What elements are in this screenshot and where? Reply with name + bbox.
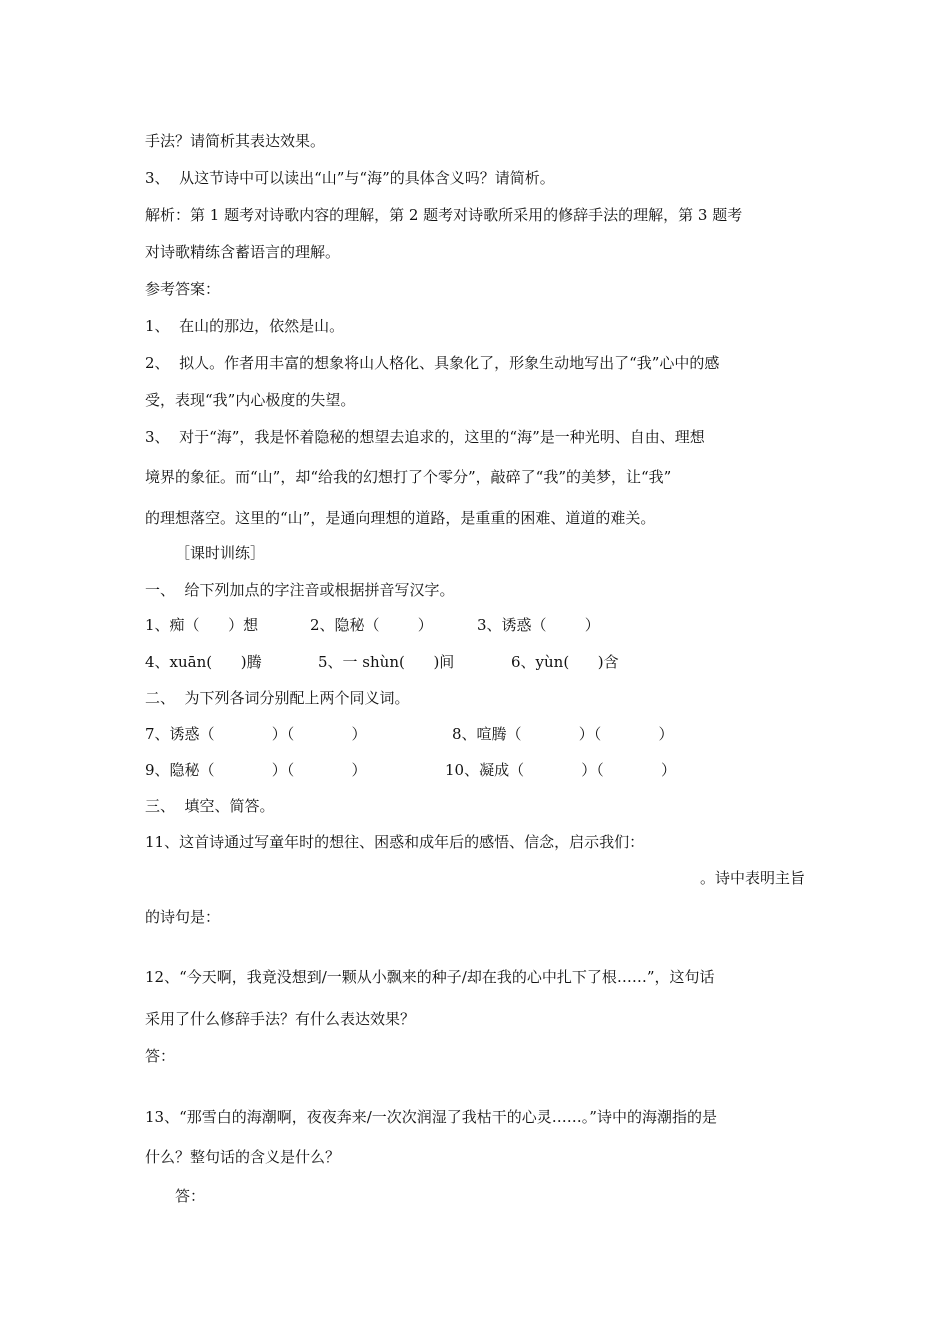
question-line: 什么？整句话的含义是什么？ xyxy=(145,1148,341,1166)
question-line: 。诗中表明主旨 xyxy=(699,869,805,887)
analysis-line: 解析：第 1 题考对诗歌内容的理解，第 2 题考对诗歌所采用的修辞手法的理解，第 3 题考 xyxy=(145,206,743,224)
exercise-item: 4、xuān( )腾 xyxy=(145,653,262,671)
text-line: 3、 从这节诗中可以读出“山”与“海”的具体含义吗？请简析。 xyxy=(145,169,555,187)
section-title: 一、 给下列加点的字注音或根据拼音写汉字。 xyxy=(145,581,455,599)
exercise-row xyxy=(145,724,805,744)
exercise-item: 8、喧腾（ ）（ ） xyxy=(452,725,674,743)
answer-line: 的理想落空。这里的“山”，是通向理想的道路，是重重的困难、道道的难关。 xyxy=(145,509,656,527)
exercise-item: 5、一 shùn( )间 xyxy=(318,653,455,671)
exercise-item: 3、诱惑（ ） xyxy=(477,616,600,634)
section-title: 二、 为下列各词分别配上两个同义词。 xyxy=(145,689,410,707)
answer-line: 3、 对于“海”，我是怀着隐秘的想望去追求的，这里的“海”是一种光明、自由、理想 xyxy=(145,428,705,446)
analysis-line: 对诗歌精练含蓄语言的理解。 xyxy=(145,243,341,261)
exercise-item: 7、诱惑（ ）（ ） xyxy=(145,725,367,743)
exercise-item: 10、凝成（ ）（ ） xyxy=(445,761,677,779)
question-line: 12、“今天啊，我竟没想到/一颗从小飘来的种子/却在我的心中扎下了根……”，这句话 xyxy=(145,968,715,986)
text-line: 手法？请简析其表达效果。 xyxy=(145,132,326,150)
answer-line: 2、 拟人。作者用丰富的想象将山人格化、具象化了，形象生动地写出了“我”心中的感 xyxy=(145,354,720,372)
training-heading: ［课时训练］ xyxy=(175,544,266,562)
exercise-item: 9、隐秘（ ）（ ） xyxy=(145,761,367,779)
question-line: 的诗句是： xyxy=(145,908,221,926)
exercise-item: 2、隐秘（ ） xyxy=(310,616,433,634)
answer-line: 1、 在山的那边，依然是山。 xyxy=(145,317,345,335)
answer-label: 答： xyxy=(145,1047,176,1065)
exercise-row xyxy=(145,615,805,635)
answer-heading: 参考答案： xyxy=(145,280,221,298)
exercise-item: 6、yùn( )含 xyxy=(511,653,619,671)
question-line: 13、“那雪白的海潮啊，夜夜奔来/一次次润湿了我枯干的心灵……。”诗中的海潮指的是 xyxy=(145,1108,717,1126)
question-line: 采用了什么修辞手法？有什么表达效果？ xyxy=(145,1010,416,1028)
exercise-row xyxy=(145,652,805,672)
exercise-row xyxy=(145,760,805,780)
answer-label: 答： xyxy=(175,1187,206,1205)
section-title: 三、 填空、简答。 xyxy=(145,797,275,815)
answer-line: 受，表现“我”内心极度的失望。 xyxy=(145,391,356,409)
question-line: 11、这首诗通过写童年时的想往、困惑和成年后的感悟、信念，启示我们： xyxy=(145,833,645,851)
exercise-item: 1、痴（ ）想 xyxy=(145,616,259,634)
answer-line: 境界的象征。而“山”，却“给我的幻想打了个零分”，敲碎了“我”的美梦，让“我” xyxy=(145,468,672,486)
